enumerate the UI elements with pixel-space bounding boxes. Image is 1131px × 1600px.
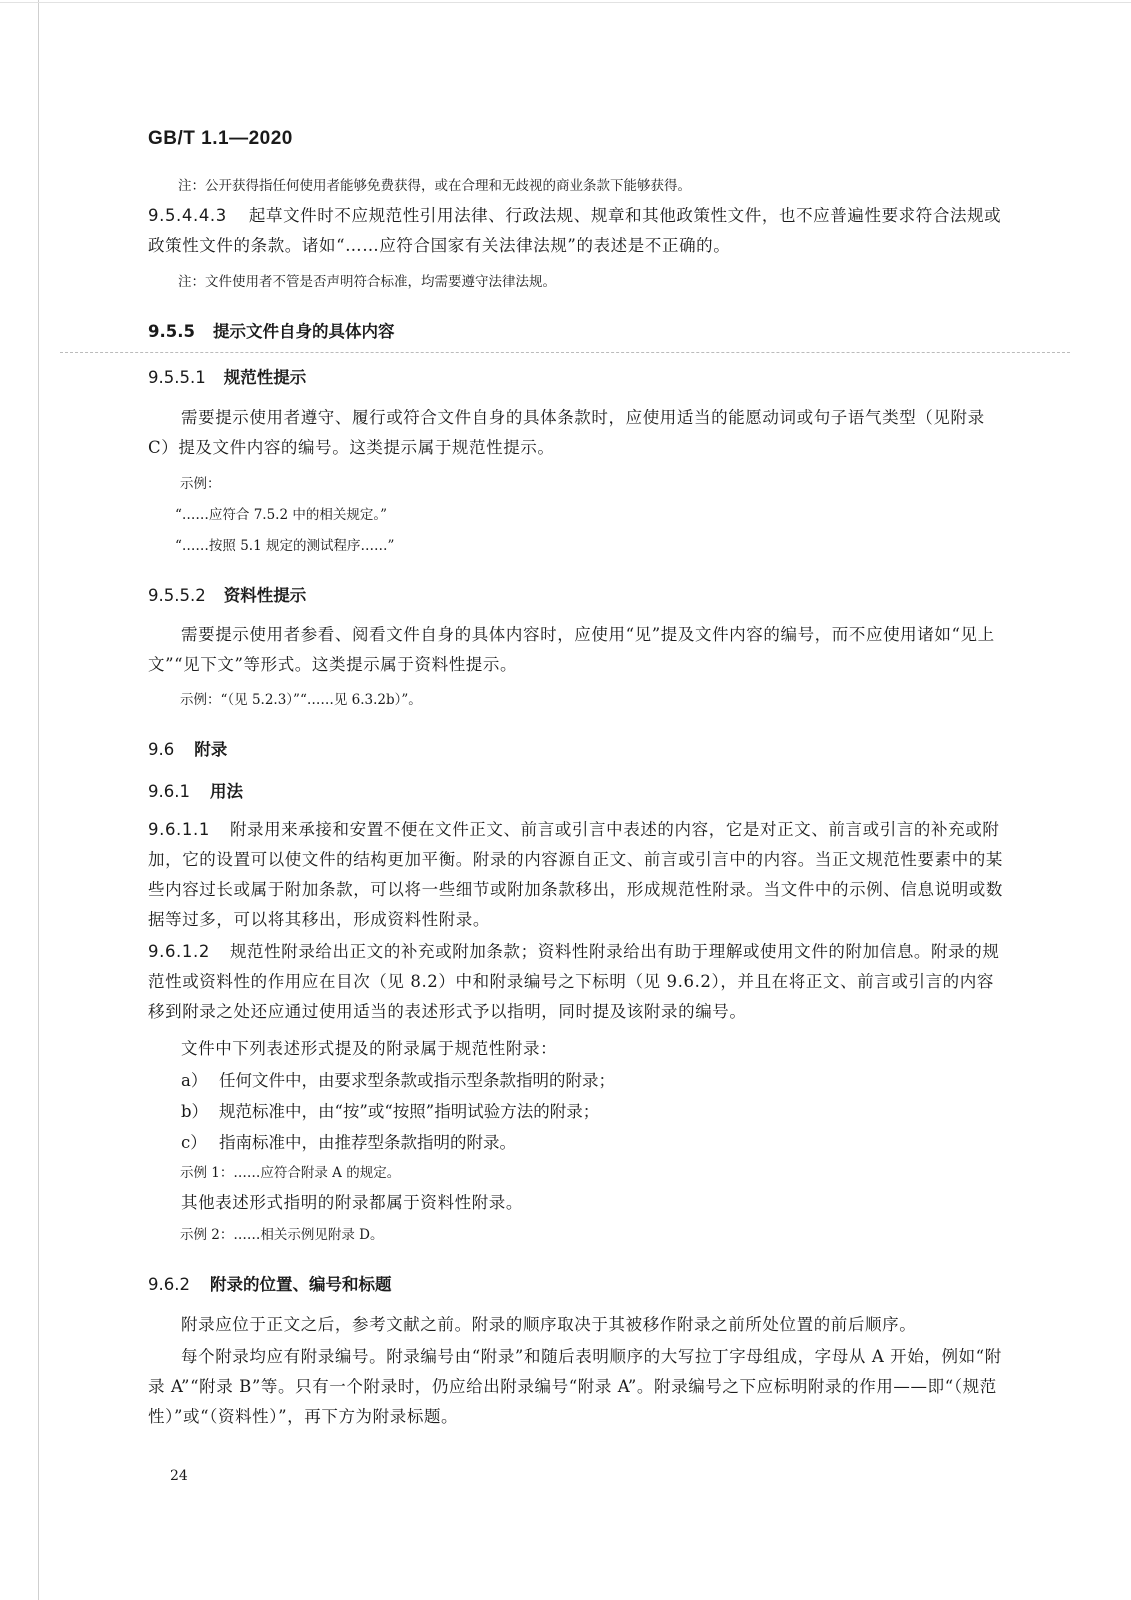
- document-id: GB/T 1.1—2020: [148, 128, 293, 149]
- section-heading-9-5-5-1: [148, 364, 306, 388]
- list-item: [181, 1128, 516, 1158]
- clause-text: 规范性附录给出正文的补充或附加条款；资料性附录给出有助于理解或使用文件的附加信息。附录的规范性或资料性的作用应在目次（见 8.2）中和附录编号之下标明（见 9.6.2），并且在将正文、前言或引言的内容移到附录之处还应通过使用适当的表述形式予以指明，同时提及该附录的编号。: [148, 942, 1000, 1021]
- clause-text: 起草文件时不应规范性引用法律、行政法规、规章和其他政策性文件，也不应普遍性要求符合法规或政策性文件的条款。诸如“……应符合国家有关法律法规”的表述是不正确的。: [148, 206, 1002, 255]
- section-heading-9-6-2: [148, 1271, 391, 1295]
- example-line: “……按照 5.1 规定的测试程序……”: [175, 538, 395, 554]
- example-line: 示例 2：……相关示例见附录 D。: [180, 1227, 384, 1243]
- paragraph-normative-hint: 需要提示使用者遵守、履行或符合文件自身的具体条款时，应使用适当的能愿动词或句子语气类型（见附录 C）提及文件内容的编号。这类提示属于规范性提示。: [148, 408, 985, 457]
- clause-9-5-4-4-3: [148, 201, 1006, 261]
- list-marker: b）: [181, 1102, 209, 1121]
- example-label: 示例：: [180, 476, 221, 492]
- clause-number: 9.6.1.1: [148, 820, 210, 839]
- section-title: 资料性提示: [223, 586, 307, 605]
- list-marker: c）: [181, 1133, 207, 1152]
- clause-number: 9.5.4.4.3: [148, 206, 227, 225]
- section-title: 规范性提示: [223, 368, 307, 387]
- list-item: [181, 1066, 615, 1096]
- section-heading-9-6: [148, 736, 227, 760]
- list-item-text: 指南标准中，由推荐型条款指明的附录。: [219, 1133, 516, 1152]
- scan-artifact-line: [60, 352, 1070, 353]
- section-number: 9.6.2: [148, 1275, 190, 1294]
- clause-text: 附录用来承接和安置不便在文件正文、前言或引言中表述的内容，它是对正文、前言或引言的补充或附加，它的设置可以使文件的结构更加平衡。附录的内容源自正文、前言或引言中的内容。当正文规范性要素中的某些内容过长或属于附加条款，可以将一些细节或附加条款移出，形成规范性附录。当文件中的示例、信息说明或数据等过多，可以将其移出，形成资料性附录。: [148, 820, 1003, 929]
- example-line: “……应符合 7.5.2 中的相关规定。”: [175, 507, 387, 523]
- section-title: 附录的位置、编号和标题: [209, 1275, 392, 1294]
- section-number: 9.6: [148, 740, 175, 759]
- example-line: 示例：“（见 5.2.3）”“……见 6.3.2b）”。: [180, 692, 422, 708]
- paragraph-annex-position: 附录应位于正文之后，参考文献之前。附录的顺序取决于其被移作附录之前所处位置的前后顺序。: [181, 1315, 917, 1334]
- example-line: 示例 1：……应符合附录 A 的规定。: [180, 1165, 401, 1181]
- section-number: 9.5.5.1: [148, 368, 206, 387]
- paragraph-annex-numbering: 每个附录均应有附录编号。附录编号由“附录”和随后表明顺序的大写拉丁字母组成，字母从 A 开始，例如“附录 A”“附录 B”等。只有一个附录时，仍应给出附录编号“附录 A”。附录编号之下应标明附录的作用——即“（规范性）”或“（资料性）”，再下方为附录标题。: [148, 1347, 1002, 1426]
- list-intro: 文件中下列表述形式提及的附录属于规范性附录：: [181, 1039, 558, 1058]
- clause-number: 9.6.1.2: [148, 942, 210, 961]
- list-item-text: 任何文件中，由要求型条款或指示型条款指明的附录；: [219, 1071, 615, 1090]
- section-title: 附录: [194, 740, 228, 759]
- clause-9-6-1-1: [148, 815, 1006, 935]
- note-laws: 注：文件使用者不管是否声明符合标准，均需要遵守法律法规。: [178, 274, 556, 290]
- paragraph-informative-hint: 需要提示使用者参看、阅看文件自身的具体内容时，应使用“见”提及文件内容的编号，而不应使用诸如“见上文”“见下文”等形式。这类提示属于资料性提示。: [148, 625, 995, 674]
- clause-9-6-1-2: [148, 937, 1006, 1027]
- section-title: 用法: [209, 782, 243, 801]
- section-number: 9.5.5: [148, 322, 195, 341]
- list-item-text: 规范标准中，由“按”或“按照”指明试验方法的附录；: [219, 1102, 600, 1121]
- scan-edge-line-top: [0, 2, 1131, 3]
- section-heading-9-5-5-2: [148, 582, 306, 606]
- section-number: 9.6.1: [148, 782, 190, 801]
- note-public-availability: 注：公开获得指任何使用者能够免费获得，或在合理和无歧视的商业条款下能够获得。: [178, 178, 691, 194]
- paragraph-other-annexes: 其他表述形式指明的附录都属于资料性附录。: [181, 1193, 523, 1212]
- list-item: [181, 1097, 599, 1127]
- section-title: 提示文件自身的具体内容: [212, 322, 395, 341]
- list-marker: a）: [181, 1071, 208, 1090]
- section-heading-9-6-1: [148, 778, 243, 802]
- section-number: 9.5.5.2: [148, 586, 206, 605]
- section-heading-9-5-5: [148, 318, 394, 342]
- page-number: 24: [170, 1468, 188, 1484]
- scan-edge-line: [38, 0, 39, 1600]
